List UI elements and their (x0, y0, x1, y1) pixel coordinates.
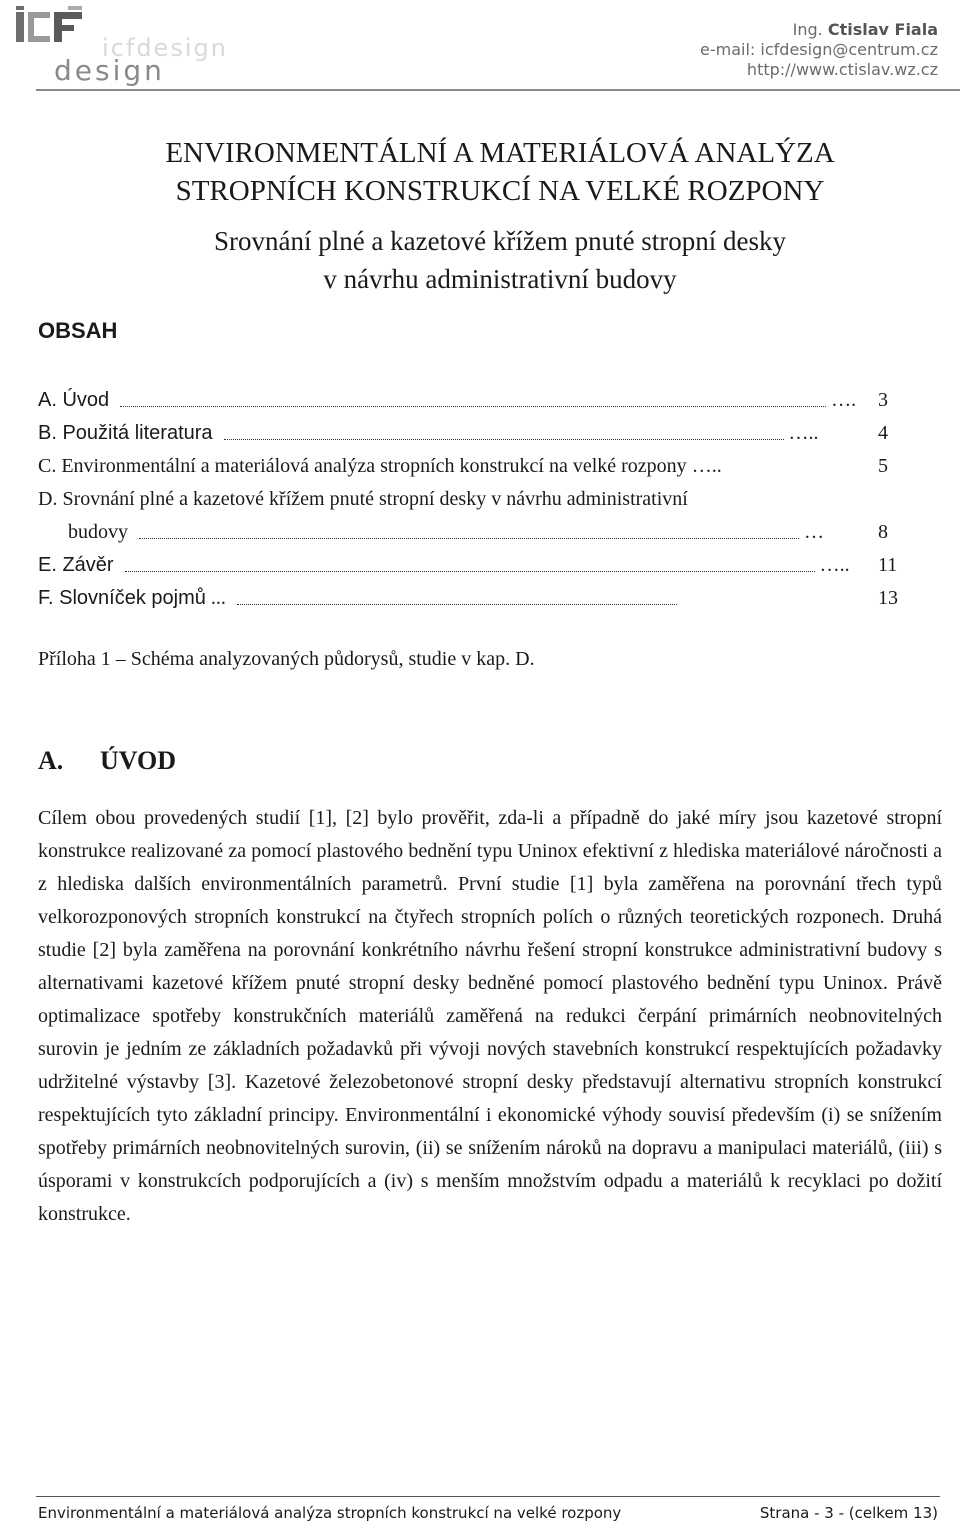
toc-item-dots: ….. (819, 554, 850, 576)
title-line-2: STROPNÍCH KONSTRUKCÍ NA VELKÉ ROZPONY (175, 175, 825, 207)
footer-title: Environmentální a materiálová analýza stropních konstrukcí na velké rozpony (38, 1504, 622, 1522)
toc-item-label: C. Environmentální a materiálová analýza stropních konstrukcí na velké rozpony (38, 455, 687, 477)
company-logo (16, 6, 236, 87)
page-counter: Strana - 3 - (celkem 13) (759, 1504, 938, 1522)
title-line-1: ENVIRONMENTÁLNÍ A MATERIÁLOVÁ ANALÝZA (165, 137, 835, 169)
toc-item-label: A. Úvod (38, 389, 110, 411)
toc-item-page: 8 (878, 521, 888, 543)
author-email: e-mail: icfdesign@centrum.cz (700, 40, 938, 59)
toc-item-b[interactable] (38, 417, 908, 450)
toc-leader (120, 384, 826, 407)
logo-text-bottom: design (54, 54, 165, 87)
toc-item-label: budovy (68, 521, 128, 543)
author-line (700, 20, 938, 40)
document-subtitle (20, 222, 960, 298)
logo-text-top: icfdesign (102, 34, 228, 62)
section-body: Cílem obou provedených studií [1], [2] bylo prověřit, zda-li a případně do jaké míry jsou kazetové stropní konstrukce realizované za pomocí plastového bednění typu Uninox efektivní z hlediska materiálové náročnosti a z hlediska dalších environmentálních parametrů. První studie [1] byla zaměřena na porovnání třech typů velkorozponových stropních konstrukcí na čtyřech stropních polích o různých teoretických rozponech. Druhá studie [2] byla zaměřena na porovnání konkrétního návrhu řešení stropní konstrukce administrativní budovy s alternativami kazetové křížem pnuté stropní desky bedněné pomocí plastového bednění typu Uninox. Právě optimalizace spotřeby konstrukčních materiálů zaměřená na redukci čerpání primárních neobnovitelných surovin je jedním ze základních požadavků při vývoji nových stavebních konstrukcí respektujících požadavky udržitelné výstavby [3]. Kazetové železobetonové stropní desky představují alternativu stropních konstrukcí respektujících tyto základní principy. Environmentální i ekonomické výhody souvisí především (i) se snížením spotřeby primárních neobnovitelných surovin, (ii) se snížením nároků na dopravu a manipulaci materiálů, (iii) s úsporami v konstrukcích podporujících a (iv) s menším množstvím odpadu a materiálů k recyklaci po dožití konstrukce. (38, 807, 942, 1225)
toc-item-f[interactable] (38, 582, 908, 615)
toc-item-page: 3 (878, 389, 888, 411)
appendix-note: Příloha 1 – Schéma analyzovaných půdorysů, studie v kap. D. (38, 648, 535, 670)
author-website: http://www.ctislav.wz.cz (746, 60, 938, 79)
contact-block (700, 20, 938, 80)
section-letter: A. (38, 746, 64, 775)
toc-item-a[interactable] (38, 384, 908, 417)
document-title (20, 134, 960, 210)
toc-leader (237, 582, 677, 605)
toc-item-dots: … (804, 521, 824, 543)
toc-leader (224, 417, 784, 440)
toc-item-label: F. Slovníček pojmů (38, 587, 206, 609)
toc-item-page: 13 (878, 587, 898, 609)
toc-leader (139, 516, 799, 539)
author-name: Ctislav Fiala (827, 20, 938, 39)
toc-item-label: D. Srovnání plné a kazetové křížem pnuté stropní desky v návrhu administrativní (38, 488, 688, 510)
toc-item-d-cont[interactable] (38, 516, 908, 549)
toc-heading: OBSAH (38, 318, 118, 343)
author-prefix: Ing. (792, 20, 823, 39)
toc-item-page: 11 (878, 554, 898, 576)
toc-item-e[interactable] (38, 549, 908, 582)
subtitle-line-2: v návrhu administrativní budovy (323, 264, 677, 294)
section-heading (38, 746, 176, 776)
toc-item-dots: ….. (691, 455, 722, 477)
toc-item-page: 5 (878, 455, 888, 477)
header-divider (36, 89, 960, 91)
toc-item-label: B. Použitá literatura (38, 422, 213, 444)
toc-item-dots: …. (831, 389, 857, 411)
footer-divider (36, 1496, 940, 1497)
subtitle-line-1: Srovnání plné a kazetové křížem pnuté stropní desky (213, 226, 787, 256)
table-of-contents (38, 384, 908, 615)
toc-item-d[interactable] (38, 483, 908, 516)
section-title: ÚVOD (100, 746, 177, 775)
toc-item-page: 4 (878, 422, 888, 444)
toc-item-c[interactable] (38, 450, 908, 483)
toc-item-label: E. Závěr (38, 554, 114, 576)
toc-item-dots: ….. (788, 422, 819, 444)
toc-leader (125, 549, 815, 572)
toc-item-dots: ... (210, 587, 226, 609)
